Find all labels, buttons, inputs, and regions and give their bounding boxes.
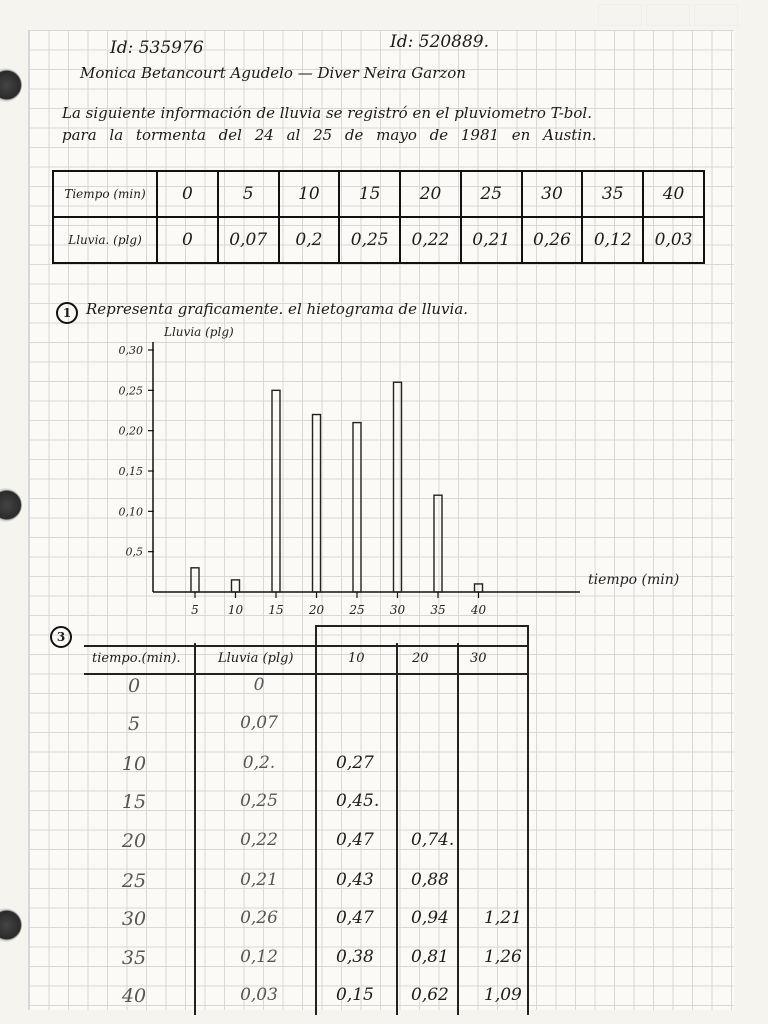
time-value: 15 xyxy=(121,791,147,813)
time-value: 30 xyxy=(121,908,147,930)
table-row xyxy=(84,791,529,829)
rain-cell: 0,07 xyxy=(218,217,279,263)
time-cell: 20 xyxy=(400,171,461,217)
cumulative-20: 0,94 xyxy=(411,908,449,928)
header-window-10: 10 xyxy=(348,651,365,666)
cumulative-20: 0,74. xyxy=(411,830,455,850)
rain-cell: 0,26 xyxy=(522,217,583,263)
header-window-20: 20 xyxy=(412,651,429,666)
rain-row xyxy=(53,217,704,263)
cumulative-30: 1,21 xyxy=(484,908,522,928)
cumulative-10: 0,15 xyxy=(336,985,374,1005)
hyetograph-bar xyxy=(191,568,199,592)
intro-line-1: La siguiente información de lluvia se registró en el pluviometro T-bol. xyxy=(62,104,592,122)
header-rain: Lluvia (plg) xyxy=(218,651,294,666)
cumulative-10: 0,45. xyxy=(336,791,380,811)
x-tick-label: 10 xyxy=(227,603,244,617)
cumulative-20: 0,88 xyxy=(411,870,449,890)
time-value: 5 xyxy=(127,713,141,735)
question-1-number: 1 xyxy=(56,302,78,324)
rain-cell: 0,25 xyxy=(339,217,400,263)
header-time: tiempo.(min). xyxy=(92,651,181,666)
hyetograph-bar xyxy=(272,390,280,592)
rain-cell: 0,03 xyxy=(643,217,704,263)
time-value: 25 xyxy=(121,870,147,892)
cumulative-30: 1,09 xyxy=(484,985,522,1005)
student-id-right: Id: 520889. xyxy=(390,32,490,52)
y-tick-label: 0,30 xyxy=(118,344,143,357)
x-tick-label: 5 xyxy=(191,603,199,617)
date-box xyxy=(694,4,738,26)
table-row xyxy=(84,713,529,751)
rain-value: 0,2. xyxy=(242,753,276,773)
y-tick-label: 0,10 xyxy=(118,505,143,519)
y-axis-label: Lluvia (plg) xyxy=(164,325,234,339)
hyetograph-bar xyxy=(313,415,321,592)
cumulative-20: 0,81 xyxy=(411,947,449,967)
rain-cell: 0,2 xyxy=(279,217,340,263)
hyetograph-bar xyxy=(353,423,361,592)
time-cell: 5 xyxy=(218,171,279,217)
table-row xyxy=(84,870,529,908)
x-tick-label: 25 xyxy=(349,603,365,617)
y-tick-label: 0,5 xyxy=(125,545,143,559)
table-row xyxy=(84,830,529,868)
time-row xyxy=(53,171,704,217)
table-top-border xyxy=(315,625,529,627)
rain-cell: 0,12 xyxy=(582,217,643,263)
hyetograph-chart xyxy=(0,320,768,625)
time-row-label: Tiempo (min) xyxy=(53,171,157,217)
question-3-number: 3 xyxy=(50,626,72,648)
rain-value: 0 xyxy=(253,675,265,695)
rain-cell: 0,22 xyxy=(400,217,461,263)
rain-value: 0,12 xyxy=(240,947,278,967)
rain-value: 0,25 xyxy=(240,791,278,811)
rain-value: 0,26 xyxy=(240,908,278,928)
hyetograph-bar xyxy=(475,584,483,592)
time-cell: 15 xyxy=(339,171,400,217)
binder-hole xyxy=(0,68,22,102)
time-cell: 0 xyxy=(157,171,218,217)
time-cell: 30 xyxy=(522,171,583,217)
time-cell: 25 xyxy=(461,171,522,217)
hyetograph-bar xyxy=(394,382,402,592)
time-value: 35 xyxy=(121,947,147,969)
rain-value: 0,21 xyxy=(240,870,278,890)
x-tick-label: 15 xyxy=(268,603,284,617)
time-cell: 10 xyxy=(279,171,340,217)
rain-value: 0,03 xyxy=(240,985,278,1005)
rain-cell: 0,21 xyxy=(461,217,522,263)
header-window-30: 30 xyxy=(470,651,487,666)
table-row xyxy=(84,753,529,791)
time-value: 0 xyxy=(127,675,141,697)
x-tick-label: 40 xyxy=(470,603,487,617)
x-tick-label: 20 xyxy=(308,603,325,617)
rain-row-label: Lluvia. (plg) xyxy=(53,217,157,263)
rainfall-data-table xyxy=(52,170,705,264)
date-box xyxy=(646,4,690,26)
date-box xyxy=(598,4,642,26)
table-row xyxy=(84,675,529,713)
table-row xyxy=(84,985,529,1023)
y-tick-label: 0,25 xyxy=(118,384,143,398)
time-value: 40 xyxy=(121,985,147,1007)
student-names: Monica Betancourt Agudelo — Diver Neira Garzon xyxy=(80,64,466,82)
time-value: 10 xyxy=(121,753,147,775)
x-tick-label: 35 xyxy=(430,603,446,617)
cumulative-10: 0,47 xyxy=(336,908,374,928)
question-1-text: Representa graficamente. el hietograma de lluvia. xyxy=(86,300,469,318)
y-tick-label: 0,15 xyxy=(118,465,143,478)
time-value: 20 xyxy=(121,830,147,852)
cumulative-10: 0,47 xyxy=(336,830,374,850)
binder-hole xyxy=(0,908,22,942)
cumulative-20: 0,62 xyxy=(411,985,449,1005)
time-cell: 40 xyxy=(643,171,704,217)
table-row xyxy=(84,947,529,985)
rain-value: 0,07 xyxy=(240,713,278,733)
student-id-left: Id: 535976 xyxy=(110,38,204,58)
intro-line-2: para la tormenta del 24 al 25 de mayo de 1981 en Austin. xyxy=(62,126,597,144)
cumulative-10: 0,38 xyxy=(336,947,374,967)
rain-value: 0,22 xyxy=(240,830,278,850)
hyetograph-bar xyxy=(232,580,240,592)
y-tick-label: 0,20 xyxy=(118,424,143,438)
date-boxes xyxy=(598,4,738,26)
rain-cell: 0 xyxy=(157,217,218,263)
x-tick-label: 30 xyxy=(389,603,406,617)
x-axis-label: tiempo (min) xyxy=(588,572,680,588)
hyetograph-bar xyxy=(434,495,442,592)
table-header-border xyxy=(84,645,529,647)
cumulative-10: 0,43 xyxy=(336,870,374,890)
cumulative-30: 1,26 xyxy=(484,947,522,967)
time-cell: 35 xyxy=(582,171,643,217)
cumulative-rain-table xyxy=(84,625,529,1015)
table-row xyxy=(84,908,529,946)
cumulative-10: 0,27 xyxy=(336,753,374,773)
